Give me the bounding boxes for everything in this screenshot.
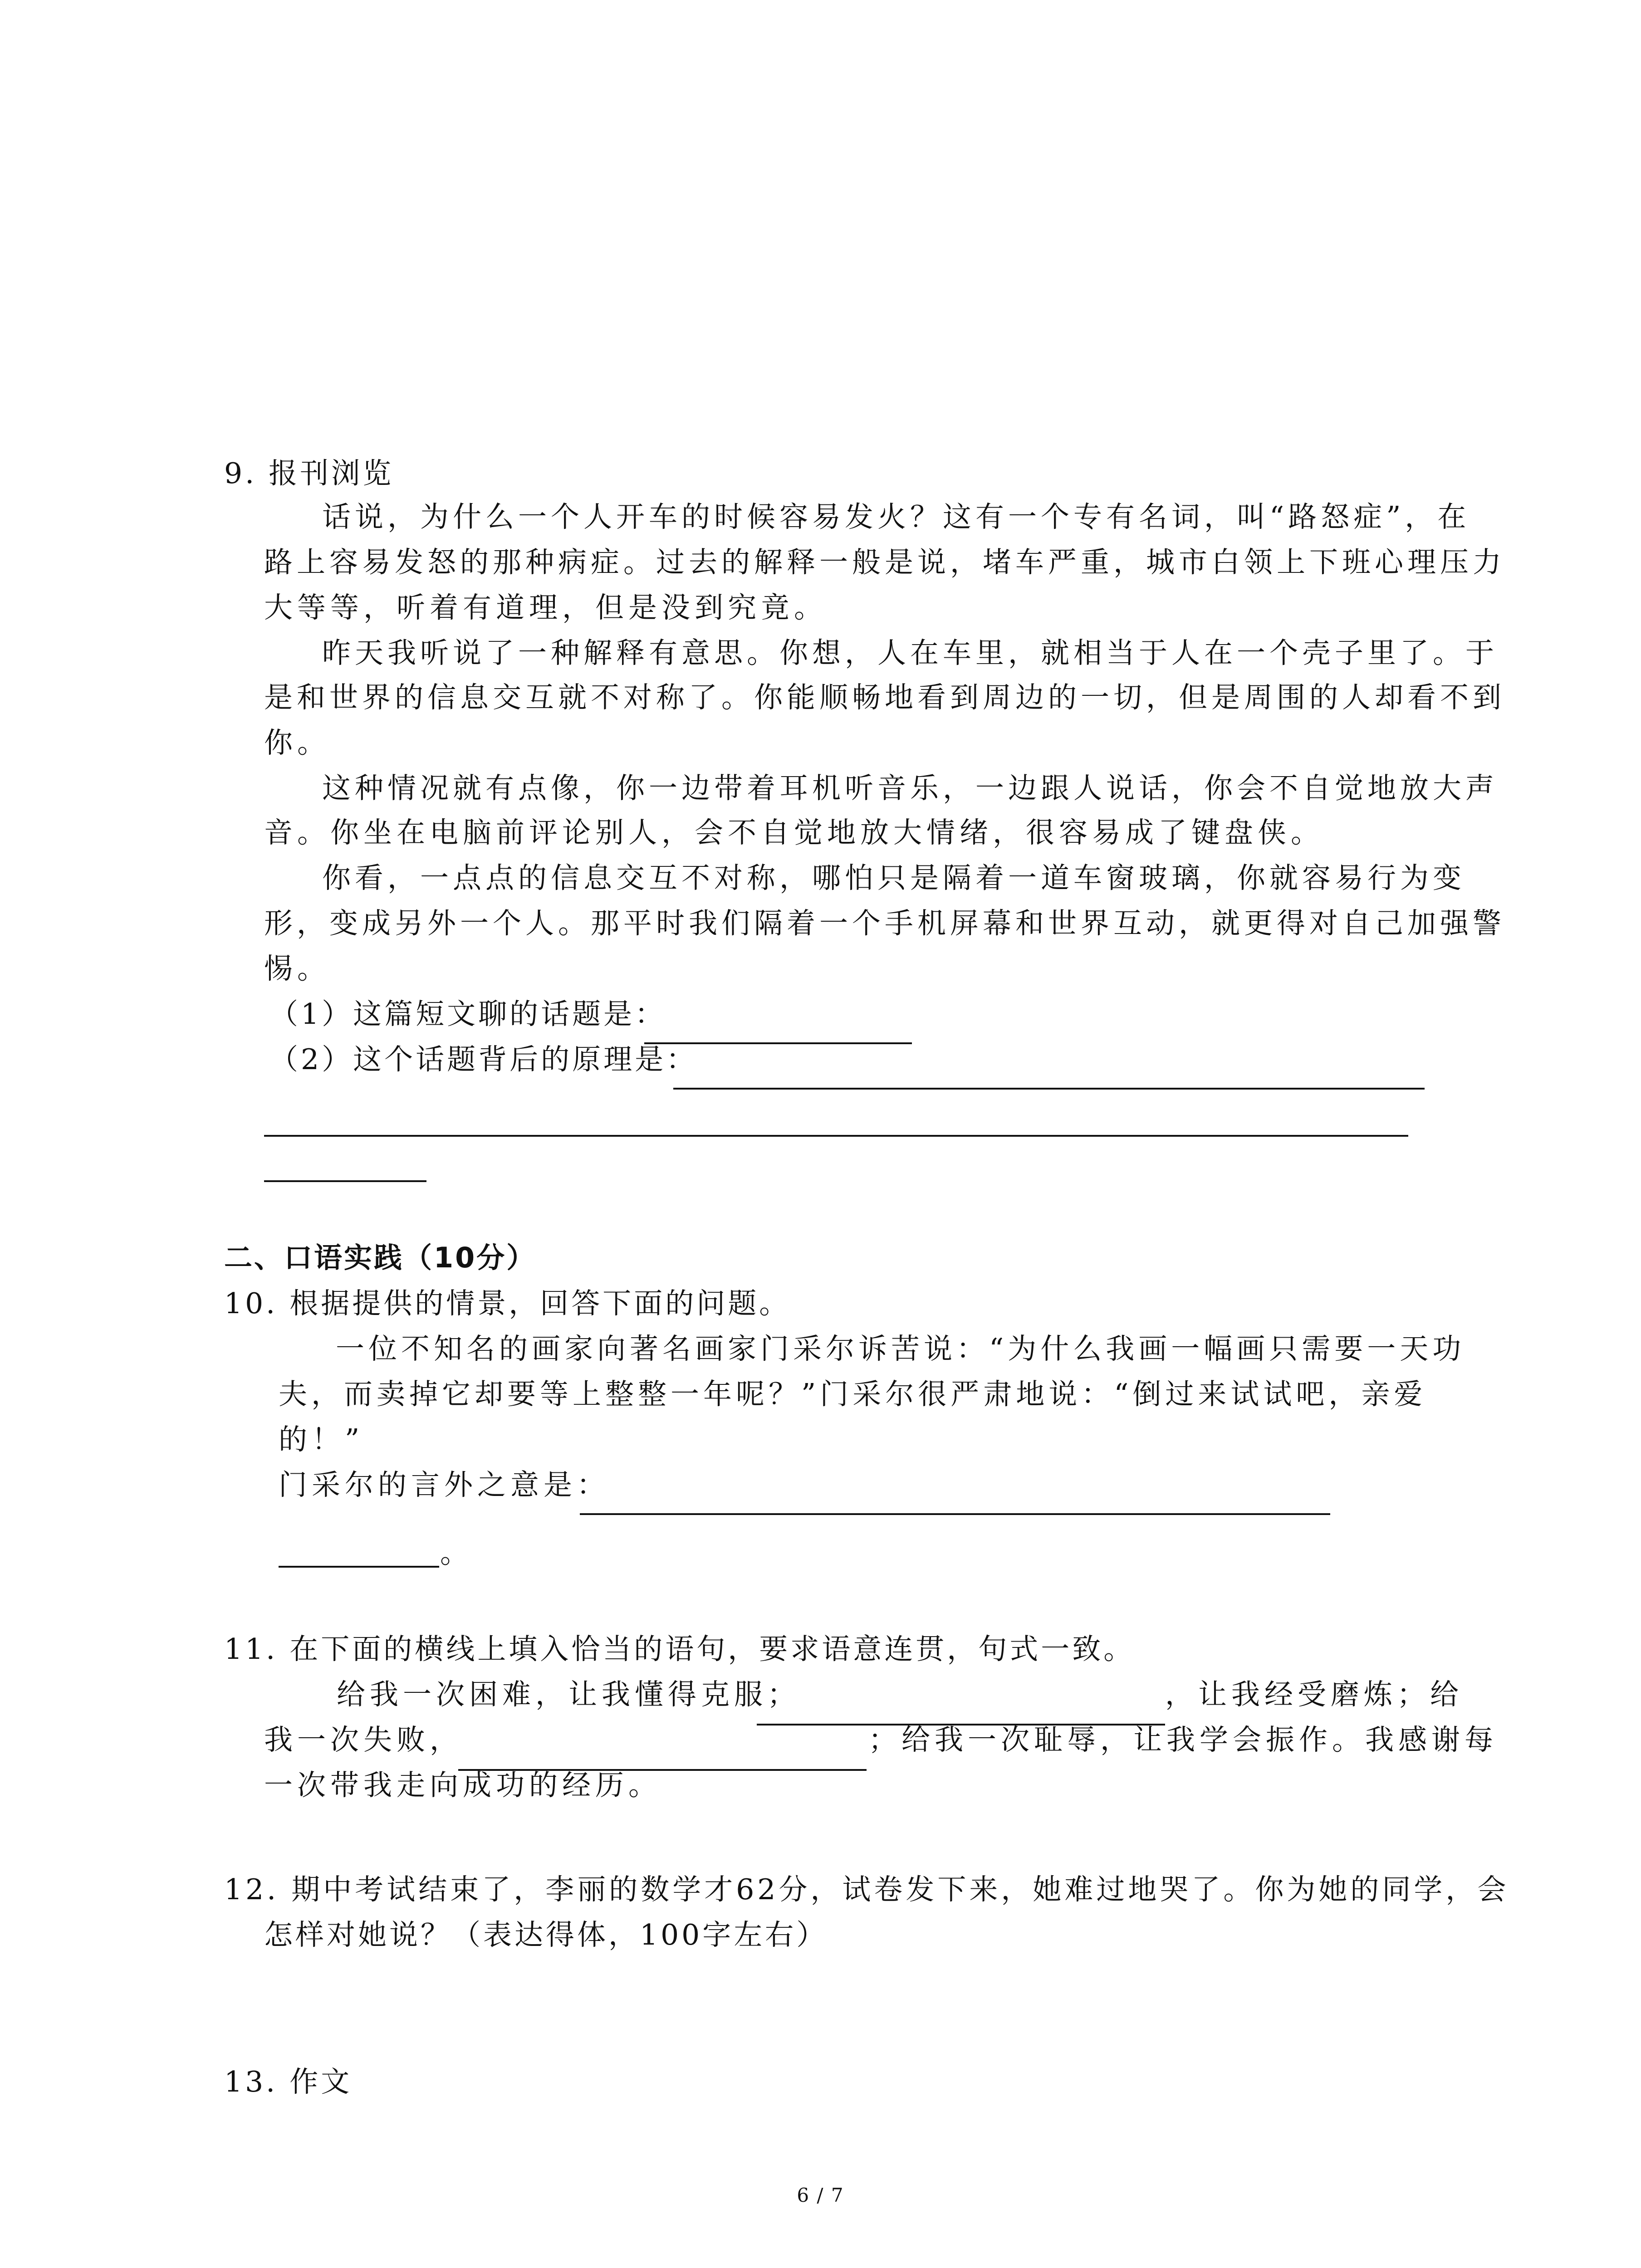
q9-p3-line1: 这种情况就有点像，你一边带着耳机听音乐，一边跟人说话，你会不自觉地放大声 xyxy=(322,772,1498,805)
q9-p4-line2: 形，变成另外一个人。那平时我们隔着一个手机屏幕和世界互动，就更得对自己加强警 xyxy=(264,907,1505,940)
q9-sub2-answer-line-3[interactable] xyxy=(264,1180,426,1182)
q11-title: 11. 在下面的横线上填入恰当的语句，要求语意连贯，句式一致。 xyxy=(224,1633,1135,1666)
q10-p-line3: 的！” xyxy=(279,1423,364,1456)
q9-sub2-answer-line-1[interactable] xyxy=(673,1088,1425,1090)
q10-answer-line-1[interactable] xyxy=(580,1513,1330,1515)
q13-title: 13. 作文 xyxy=(224,2065,353,2098)
q9-p3-line2: 音。你坐在电脑前评论别人，会不自觉地放大情绪，很容易成了键盘侠。 xyxy=(264,816,1324,849)
section2-heading: 二、口语实践（10分） xyxy=(224,1241,537,1274)
q9-p4-line1: 你看，一点点的信息交互不对称，哪怕只是隔着一道车窗玻璃，你就容易行为变 xyxy=(322,861,1465,894)
q9-p2-line1: 昨天我听说了一种解释有意思。你想，人在车里，就相当于人在一个壳子里了。于 xyxy=(322,636,1498,670)
page-number: 6 / 7 xyxy=(797,2184,844,2206)
q9-p2-line3: 你。 xyxy=(264,726,330,759)
q11-line2-start: 我一次失败， xyxy=(264,1723,463,1756)
q12-line1: 12. 期中考试结束了，李丽的数学才62分，试卷发下来，她难过地哭了。你为她的同学，会 xyxy=(224,1873,1509,1906)
q10-title: 10. 根据提供的情景，回答下面的问题。 xyxy=(224,1287,791,1320)
q10-answer-line-2[interactable] xyxy=(279,1566,439,1568)
q11-line3: 一次带我走向成功的经历。 xyxy=(264,1769,661,1802)
q9-p1-line3: 大等等，听着有道理，但是没到究竟。 xyxy=(264,591,827,624)
q9-title: 9. 报刊浏览 xyxy=(224,457,394,490)
q10-p-line2: 夫，而卖掉它却要等上整整一年呢？”门采尔很严肃地说：“倒过来试试吧，亲爱 xyxy=(279,1378,1427,1411)
q12-line2: 怎样对她说？（表达得体，100字左右） xyxy=(264,1918,828,1951)
q9-sub2-prompt: （2）这个话题背后的原理是： xyxy=(269,1043,698,1076)
q11-line1-start: 给我一次困难，让我懂得克服； xyxy=(337,1678,800,1711)
q9-p4-line3: 惕。 xyxy=(264,952,330,985)
q10-period: 。 xyxy=(440,1536,473,1569)
q9-sub1-prompt: （1）这篇短文聊的话题是： xyxy=(269,997,666,1031)
q9-p1-line2: 路上容易发怒的那种病症。过去的解释一般是说，堵车严重，城市白领上下班心理压力 xyxy=(264,546,1505,579)
q11-line1-end: ，让我经受磨炼；给 xyxy=(1165,1678,1463,1711)
q9-p1-line1: 话说，为什么一个人开车的时候容易发火？这有一个专有名词，叫“路怒症”，在 xyxy=(322,500,1470,533)
q9-p2-line2: 是和世界的信息交互就不对称了。你能顺畅地看到周边的一切，但是周围的人却看不到 xyxy=(264,681,1505,714)
q11-line2-end: ；给我一次耻辱，让我学会振作。我感谢每 xyxy=(868,1723,1498,1756)
q10-prompt: 门采尔的言外之意是： xyxy=(279,1468,610,1501)
q9-sub2-answer-line-2[interactable] xyxy=(264,1135,1408,1137)
q10-p-line1: 一位不知名的画家向著名画家门采尔诉苦说：“为什么我画一幅画只需要一天功 xyxy=(336,1332,1465,1365)
